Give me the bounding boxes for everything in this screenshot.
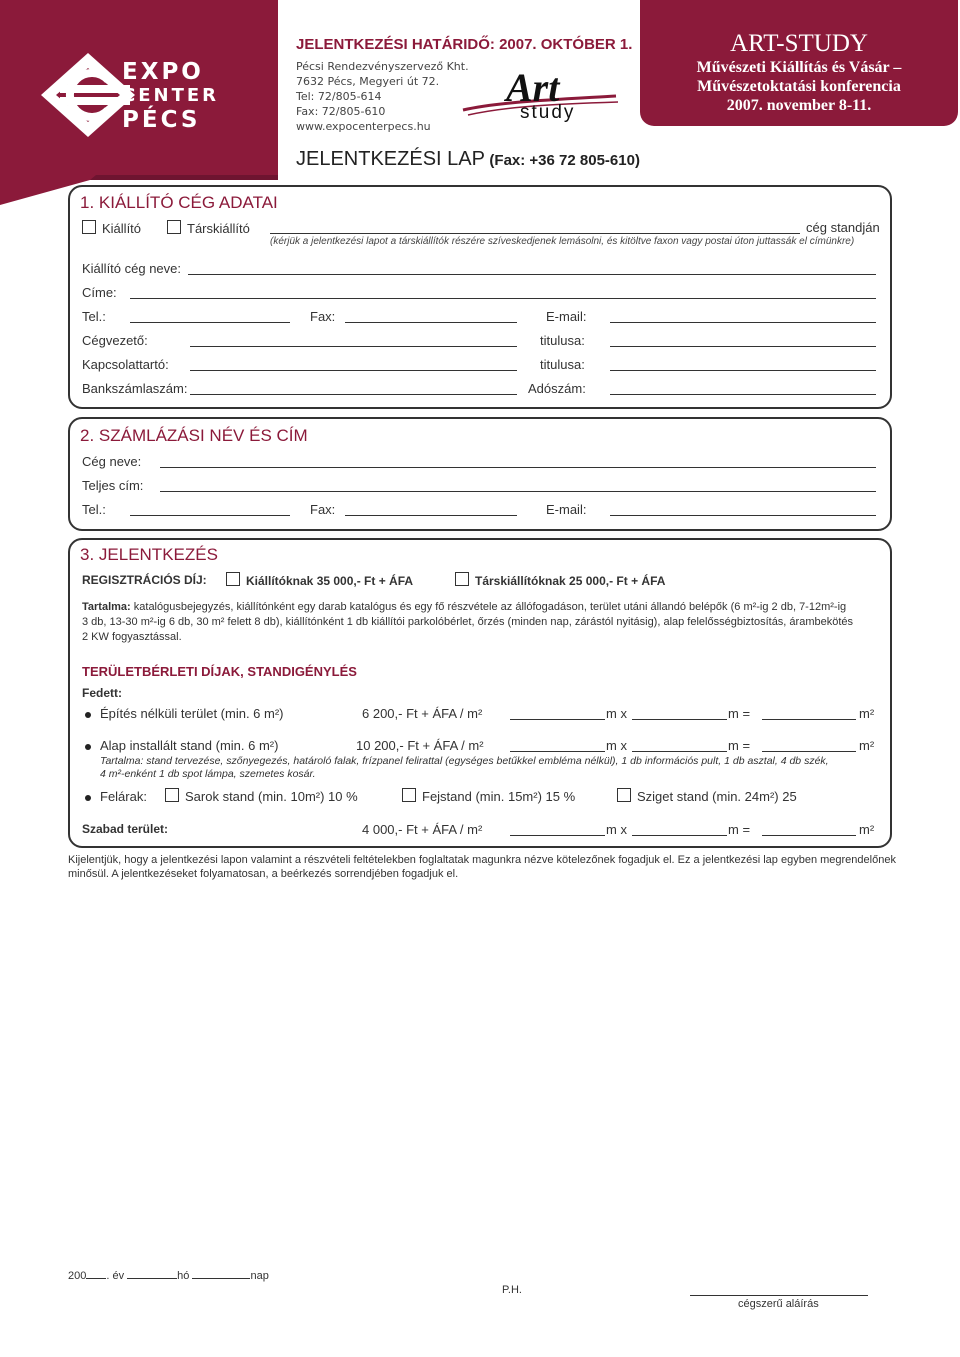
- content-line-1: katalógusbejegyzés, kiállítónként egy darab katalógus és egy fő részvétele az állófogadáson, terület utáni állandó belépők (6 m²-ig 2 db, 7-12m²-ig: [133, 601, 847, 613]
- month-label: hó: [177, 1270, 190, 1282]
- tel-field[interactable]: [130, 322, 290, 323]
- org-address: 7632 Pécs, Megyeri út 72.: [296, 75, 440, 88]
- address-field[interactable]: [130, 298, 876, 299]
- billing-email-field[interactable]: [610, 515, 876, 516]
- item2-price: 10 200,- Ft + ÁFA / m²: [356, 738, 484, 753]
- bank-field[interactable]: [190, 394, 517, 395]
- billing-company-field[interactable]: [160, 467, 876, 468]
- checkbox-icon[interactable]: [402, 788, 416, 802]
- corner-stand-option[interactable]: [165, 788, 358, 804]
- org-tel: Tel: 72/805-614: [296, 90, 382, 103]
- item2-note-line-1: Tartalma: stand tervezése, szőnyegezés, határoló falak, frízpanel felirattal (egységes betűkkel embléma nélkül), 1 db információs pult, 1 db asztal, 4 db szék,: [100, 755, 829, 767]
- item2-label: Alap installált stand (min. 6 m²): [100, 738, 279, 753]
- coexhibitor-checkbox[interactable]: [167, 220, 250, 236]
- checkbox-icon[interactable]: [226, 572, 240, 586]
- contact-label: Kapcsolattartó:: [82, 357, 169, 372]
- deadline: JELENTKEZÉSI HATÁRIDŐ: 2007. OKTÓBER 1.: [296, 36, 633, 53]
- billing-address-label: Teljes cím:: [82, 478, 144, 493]
- fee-exhibitor-label: Kiállítóknak 35 000,- Ft + ÁFA: [246, 574, 414, 588]
- free-area-price: 4 000,- Ft + ÁFA / m²: [362, 822, 483, 837]
- declaration-line-2: minősül. A jelentkezéseket folyamatosan, a beérkezés sorrendjében fogadjuk el.: [68, 868, 459, 880]
- item1-mx: m x: [606, 706, 627, 721]
- head-stand-label: Fejstand (min. 15m²) 15 %: [422, 789, 576, 804]
- billing-tel-label: Tel.:: [82, 502, 106, 517]
- logo-line-pecs: PÉCS: [122, 107, 201, 133]
- free-m2: m²: [859, 822, 875, 837]
- fee-exhibitor-option[interactable]: [226, 572, 413, 588]
- logo-text: [122, 60, 219, 132]
- free-meq: m =: [728, 822, 751, 837]
- form-title-text: JELENTKEZÉSI LAP: [296, 148, 485, 170]
- item1-length-field[interactable]: [510, 719, 605, 720]
- stamp-label: P.H.: [502, 1284, 522, 1296]
- area-fees-title: TERÜLETBÉRLETI DÍJAK, STANDIGÉNYLÉS: [82, 664, 357, 679]
- copy-note: (kérjük a jelentkezési lapot a társkiállítók részére szíveskedjenek lemásolni, és kitöltve faxon vagy postai úton juttassák el címünkre): [270, 236, 855, 247]
- free-length-field[interactable]: [510, 835, 605, 836]
- fee-coexhibitor-label: Társkiállítóknak 25 000,- Ft + ÁFA: [475, 574, 666, 588]
- tax-label: Adószám:: [528, 381, 586, 396]
- form-title: [296, 148, 640, 171]
- billing-email-label: E-mail:: [546, 502, 587, 517]
- section1-title: 1. KIÁLLÍTÓ CÉG ADATAI: [80, 193, 278, 212]
- event-title: ART-STUDY: [730, 30, 868, 57]
- ceo-title-label: titulusa:: [540, 333, 585, 348]
- item2-note: [100, 755, 829, 781]
- year-field[interactable]: [86, 1278, 106, 1279]
- island-stand-label: Sziget stand (min. 24m²) 25: [637, 789, 797, 804]
- day-field[interactable]: [192, 1278, 250, 1279]
- year-label: . év: [106, 1270, 125, 1282]
- exhibitor-checkbox[interactable]: [82, 220, 141, 236]
- section3-title: 3. JELENTKEZÉS: [80, 545, 218, 564]
- island-stand-option[interactable]: [617, 788, 797, 804]
- checkbox-icon[interactable]: [165, 788, 179, 802]
- ceo-title-field[interactable]: [610, 346, 876, 347]
- exhibitor-label: Kiállító: [102, 221, 142, 236]
- fax-field[interactable]: [345, 322, 517, 323]
- item1-label: Építés nélküli terület (min. 6 m²): [100, 706, 284, 721]
- signature-label: cégszerű aláírás: [738, 1298, 819, 1310]
- billing-address-field[interactable]: [160, 491, 876, 492]
- tax-field[interactable]: [610, 394, 876, 395]
- section2-title: 2. SZÁMLÁZÁSI NÉV ÉS CÍM: [80, 426, 308, 445]
- contact-title-label: titulusa:: [540, 357, 585, 372]
- item2-length-field[interactable]: [510, 751, 605, 752]
- billing-company-label: Cég neve:: [82, 454, 142, 469]
- event-subtitle-1: Művészeti Kiállítás és Vásár –: [696, 59, 902, 76]
- checkbox-icon[interactable]: [167, 220, 181, 234]
- covered-label: Fedett:: [82, 686, 122, 700]
- item1-meq: m =: [728, 706, 751, 721]
- event-date: 2007. november 8-11.: [726, 97, 872, 114]
- item1-m2: m²: [859, 706, 875, 721]
- signature-field[interactable]: [690, 1295, 868, 1296]
- bullet-icon: [85, 712, 91, 718]
- org-web[interactable]: www.expocenterpecs.hu: [296, 120, 431, 133]
- bullet-icon: [85, 795, 91, 801]
- reg-fee-label: REGISZTRÁCIÓS DÍJ:: [82, 573, 207, 587]
- item1-width-field[interactable]: [632, 719, 727, 720]
- surcharges-label: Felárak:: [100, 789, 147, 804]
- study-logo-text: study: [520, 102, 576, 123]
- free-total-field[interactable]: [762, 835, 856, 836]
- item2-width-field[interactable]: [632, 751, 727, 752]
- item2-note-line-2: 4 m²-enként 1 db spot lámpa, szemetes kosár.: [100, 768, 316, 780]
- year-prefix: 200: [68, 1270, 87, 1282]
- day-label: nap: [250, 1270, 269, 1282]
- free-area-label: Szabad terület:: [82, 822, 169, 836]
- free-width-field[interactable]: [632, 835, 727, 836]
- org-fax: Fax: 72/805-610: [296, 105, 386, 118]
- fee-coexhibitor-option[interactable]: [455, 572, 665, 588]
- contact-title-field[interactable]: [610, 370, 876, 371]
- item1-price: 6 200,- Ft + ÁFA / m²: [362, 706, 483, 721]
- corner-stand-label: Sarok stand (min. 10m²) 10 %: [185, 789, 358, 804]
- art-study-logo: [458, 62, 628, 132]
- checkbox-icon[interactable]: [617, 788, 631, 802]
- bullet-icon: [85, 744, 91, 750]
- art-logo-text: Art: [506, 65, 560, 110]
- section-exhibitor-data: [68, 185, 892, 409]
- logo-line-expo: EXPO: [122, 59, 204, 85]
- free-mx: m x: [606, 822, 627, 837]
- company-name-field[interactable]: [188, 274, 876, 275]
- checkbox-icon[interactable]: [455, 572, 469, 586]
- email-field[interactable]: [610, 322, 876, 323]
- item2-total-field[interactable]: [762, 751, 856, 752]
- month-field[interactable]: [127, 1278, 177, 1279]
- stand-label: cég standján: [806, 220, 880, 235]
- content-line-2: 3 db, 13-30 m²-ig 6 db, 30 m² felett 8 db), kiállítónként 1 db kiállítói parkolóbérlet, őrzés (minden nap, zárástól nyitásig), alap felelősségbiztosítás, árambekötés: [82, 616, 854, 628]
- coexhibitor-label: Társkiállító: [187, 221, 250, 236]
- event-subtitle-2: Művészetoktatási konferencia: [697, 78, 901, 95]
- company-name-label: Kiállító cég neve:: [82, 261, 182, 276]
- content-paragraph: [82, 600, 853, 645]
- item2-meq: m =: [728, 738, 751, 753]
- bank-label: Bankszámlaszám:: [82, 381, 188, 396]
- ceo-field[interactable]: [190, 346, 517, 347]
- checkbox-icon[interactable]: [82, 220, 96, 234]
- stand-company-field[interactable]: [270, 233, 800, 234]
- logo-line-center: CENTER: [122, 85, 220, 106]
- form-fax: (Fax: +36 72 805-610): [489, 152, 640, 169]
- billing-fax-label: Fax:: [310, 502, 336, 517]
- organizer-info: [296, 59, 469, 134]
- date-line: [68, 1270, 269, 1282]
- item2-mx: m x: [606, 738, 627, 753]
- billing-fax-field[interactable]: [345, 515, 517, 516]
- contact-field[interactable]: [190, 370, 517, 371]
- declaration: [68, 853, 896, 881]
- content-line-3: 2 KW fogyasztással.: [82, 631, 182, 643]
- org-name: Pécsi Rendezvényszervező Kht.: [296, 60, 469, 73]
- email-label: E-mail:: [546, 309, 587, 324]
- item2-m2: m²: [859, 738, 875, 753]
- item1-total-field[interactable]: [762, 719, 856, 720]
- tel-label: Tel.:: [82, 309, 106, 324]
- ceo-label: Cégvezető:: [82, 333, 148, 348]
- billing-tel-field[interactable]: [130, 515, 290, 516]
- head-stand-option[interactable]: [402, 788, 575, 804]
- declaration-line-1: Kijelentjük, hogy a jelentkezési lapon valamint a részvételi feltételekben foglaltatak magunkra nézve kötelezőnek fogadjuk el. Ez a jelentkezési lap egyben megrendelőnek: [68, 854, 896, 866]
- event-box: [640, 0, 958, 126]
- fax-label: Fax:: [310, 309, 336, 324]
- address-label: Címe:: [82, 285, 117, 300]
- content-label: Tartalma:: [82, 601, 131, 613]
